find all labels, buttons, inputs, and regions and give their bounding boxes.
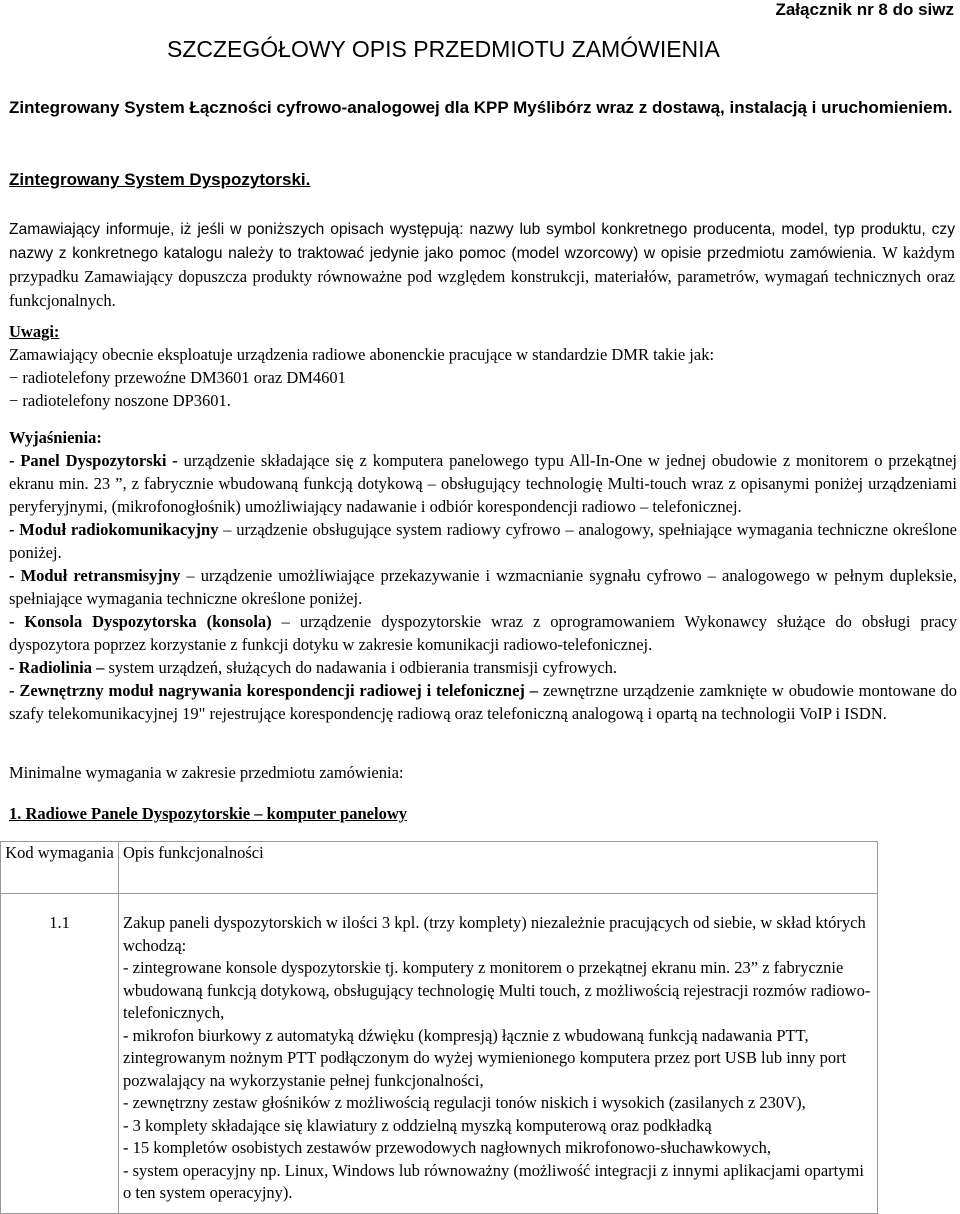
table-header-row [1, 842, 878, 894]
explanations-heading: Wyjaśnienia: [9, 428, 102, 447]
explanation-item [9, 564, 957, 610]
intro-paragraph [9, 218, 955, 313]
explanation-desc: – urządzenie umożliwiające przekazywanie i wzmacnianie sygnału cyfrowo – analogowego w pełnym dupleksie, spełniające wymagania techniczne określone poniżej. [9, 566, 957, 608]
explanation-desc: urządzenie składające się z komputera panelowego typu All-In-One w jednej obudowie z monitorem o przekątnej ekranu min. 23 ”, z fabrycznie wbudowaną funkcją dotykową – obsługujący technologię Multi-touch wraz z opisanymi poniżej urządzeniami peryferyjnymi, (mikrofonogłośnik) umożliwiający nadawanie i odbiór korespondencji radiowo – telefonicznej. [9, 451, 957, 516]
explanation-desc: system urządzeń, służących do nadawania i odbierania transmisji cyfrowych. [104, 658, 618, 677]
explanation-desc: zewnętrzne urządzenie zamknięte w obudowie montowane do szafy telekomunikacyjnej 19" rejestrujące korespondencję radiową oraz telefoniczną analogową i opartą na technologii VoIP i ISDN. [9, 681, 957, 723]
subject-heading: Zintegrowany System Łączności cyfrowo-analogowej dla KPP Myślibórz wraz z dostawą, instalacją i uruchomieniem. [9, 98, 953, 117]
explanation-term: - Konsola Dyspozytorska (konsola) [9, 612, 272, 631]
requirement-code: 1.1 [1, 894, 119, 1214]
attachment-label: Załącznik nr 8 do siwz [775, 0, 954, 19]
requirement-line: - system operacyjny np. Linux, Windows lub równoważny (możliwość integracji z innymi aplikacjami opartymi o ten system operacyjny). [123, 1160, 864, 1202]
remarks-heading: Uwagi: [9, 322, 60, 341]
remarks-item: − radiotelefony noszone DP3601. [9, 391, 231, 410]
table-row [1, 894, 878, 1214]
explanation-item [9, 518, 957, 564]
requirement-line: - 3 komplety składające się klawiatury z oddzielną myszką komputerową oraz podkładką [123, 1115, 712, 1135]
explanation-item [9, 449, 957, 518]
section-heading: 1. Radiowe Panele Dyspozytorskie – komputer panelowy [9, 804, 407, 823]
remarks-section [9, 320, 957, 412]
explanation-term: - Panel Dyspozytorski - [9, 451, 178, 470]
intro-text-2: W każdym przypadku Zamawiający dopuszcza produkty równoważne pod względem konstrukcji, materiałów, parametrów, wymagań technicznych oraz funkcjonalnych. [9, 243, 955, 310]
explanation-desc: – urządzenie obsługujące system radiowy cyfrowo – analogowy, spełniające wymagania techniczne określone poniżej. [9, 520, 957, 562]
explanation-item [9, 610, 957, 656]
requirement-line: - mikrofon biurkowy z automatyką dźwięku (kompresją) łącznie z wbudowaną funkcją nadawania PTT, zintegrowanym nożnym PTT podłączonym do wyżej wymienionego komputera przez port USB lub inny port pozwalający na wykorzystanie pełnej funkcjonalności, [123, 1025, 847, 1090]
header-description: Opis funkcjonalności [119, 842, 878, 894]
requirement-line: - zintegrowane konsole dyspozytorskie tj. komputery z monitorem o przekątnej ekranu min. 23” z fabrycznie wbudowaną funkcją dotykową, obsługujący technologię Multi touch, z możliwością rejestracji rozmów radiowo-telefonicznych, [123, 958, 871, 1022]
explanation-desc: – urządzenie dyspozytorskie wraz z oprogramowaniem Wykonawcy służące do obsługi pracy dyspozytora poprzez korzystanie z funkcji dotyku w zakresie komunikacji radiowo-telefonicznej. [9, 612, 957, 654]
remarks-text: Zamawiający obecnie eksploatuje urządzenia radiowe abonenckie pracujące w standardzie DMR takie jak: [9, 345, 715, 364]
header-code: Kod wymagania [1, 842, 119, 894]
requirements-table [0, 841, 878, 1214]
minimal-requirements-text: Minimalne wymagania w zakresie przedmiotu zamówienia: [9, 763, 404, 782]
explanation-term: - Radiolinia – [9, 658, 105, 677]
explanation-item [9, 656, 957, 679]
explanation-term: - Zewnętrzny moduł nagrywania korespondencji radiowej i telefonicznej – [9, 681, 539, 700]
explanation-term: - Moduł radiokomunikacyjny [9, 520, 219, 539]
requirement-line: - 15 kompletów osobistych zestawów przewodowych nagłownych mikrofonowo-słuchawkowych, [123, 1138, 771, 1157]
explanations-section [9, 426, 957, 725]
explanation-item [9, 679, 957, 725]
remarks-item: − radiotelefony przewoźne DM3601 oraz DM4601 [9, 368, 346, 387]
requirement-line: - zewnętrzny zestaw głośników z możliwością regulacji tonów niskich i wysokich (zasilanych z 230V), [123, 1093, 806, 1112]
system-heading: Zintegrowany System Dyspozytorski. [9, 170, 311, 189]
page-title: SZCZEGÓŁOWY OPIS PRZEDMIOTU ZAMÓWIENIA [167, 36, 720, 62]
requirement-line: Zakup paneli dyspozytorskich w ilości 3 kpl. (trzy komplety) niezależnie pracujących od siebie, w skład których wchodzą: [123, 913, 866, 955]
intro-text-1: Zamawiający informuje, iż jeśli w poniższych opisach występują: nazwy lub symbol konkretnego producenta, model, typ produktu, czy nazwy z konkretnego katalogu należy to traktować jedynie jako pomoc (model wzorcowy) w opisie przedmiotu zamówienia. [9, 221, 955, 262]
explanation-term: - Moduł retransmisyjny [9, 566, 181, 585]
requirement-description [119, 894, 878, 1214]
